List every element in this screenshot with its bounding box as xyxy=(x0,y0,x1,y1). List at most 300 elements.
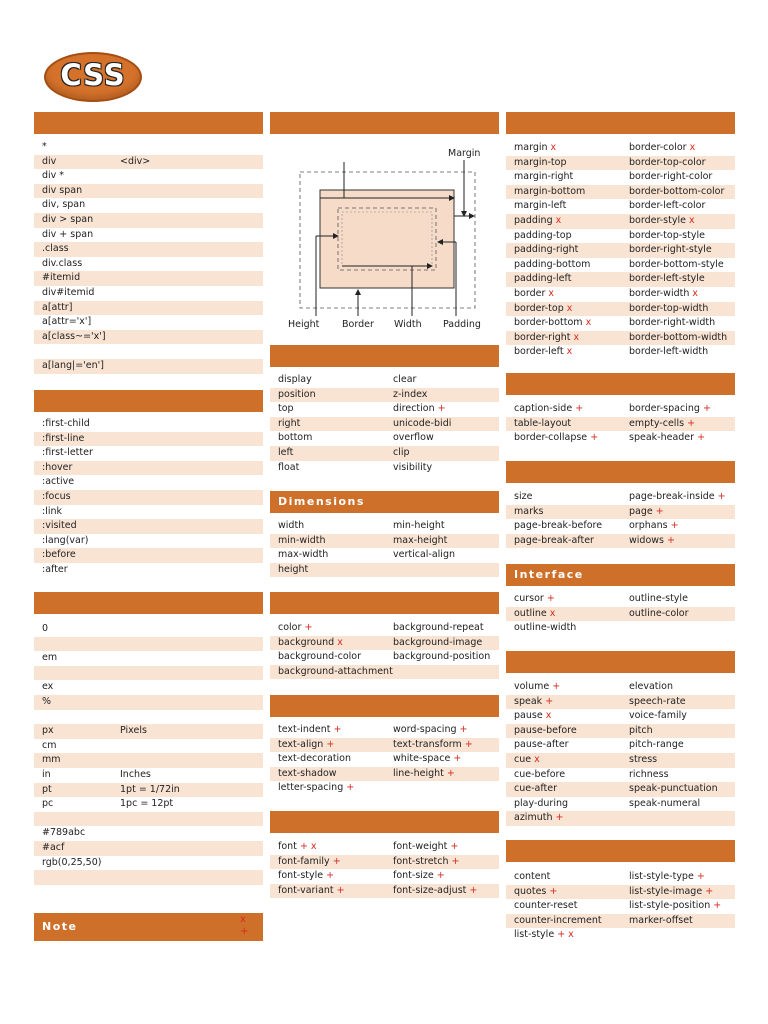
property-name xyxy=(514,171,573,182)
property-label: font-stretch xyxy=(393,855,449,867)
property-label: outline-width xyxy=(514,622,577,634)
property-label: :first-line xyxy=(42,432,85,444)
list-item xyxy=(34,856,263,871)
support-mark: x xyxy=(337,636,343,648)
support-mark: + xyxy=(450,841,459,852)
property-label: background-color xyxy=(278,651,362,663)
property-label: div xyxy=(42,155,57,167)
property-name xyxy=(514,535,594,546)
property-label: size xyxy=(514,491,533,502)
list-item xyxy=(506,680,735,695)
list-item xyxy=(506,753,735,768)
property-label: padding-bottom xyxy=(514,258,591,270)
property-value xyxy=(393,752,461,767)
property-name xyxy=(514,506,543,517)
property-value xyxy=(629,287,698,302)
box-properties-header xyxy=(506,112,735,134)
list-item xyxy=(34,637,263,652)
property-label: speak-numeral xyxy=(629,797,701,809)
property-name xyxy=(278,447,293,458)
property-label: :active xyxy=(42,476,75,488)
box-model-header xyxy=(270,112,499,134)
property-label: color xyxy=(278,622,302,633)
property-value xyxy=(629,519,679,534)
property-label: list-style-type xyxy=(629,871,694,882)
property-name xyxy=(514,725,577,736)
property-label: * xyxy=(42,141,47,152)
list-item xyxy=(34,344,263,359)
property-label: :focus xyxy=(42,490,71,502)
property-label: azimuth xyxy=(514,812,553,824)
property-name xyxy=(514,244,578,255)
property-name xyxy=(278,768,337,779)
property-label: border-color xyxy=(629,142,687,153)
property-value xyxy=(393,767,455,782)
property-label: richness xyxy=(629,768,669,780)
margin-label: Margin xyxy=(448,148,481,159)
support-mark: + xyxy=(575,403,584,414)
property-label: div, span xyxy=(42,199,86,211)
property-name xyxy=(42,784,52,795)
property-label: border-spacing xyxy=(629,403,700,414)
support-mark: + xyxy=(717,491,726,502)
list-item xyxy=(34,315,263,330)
property-value xyxy=(393,548,455,563)
property-name xyxy=(514,317,591,328)
support-mark: + xyxy=(696,871,705,882)
property-value xyxy=(120,783,180,798)
property-label: div * xyxy=(42,170,65,182)
interface-header xyxy=(506,564,735,586)
list-item xyxy=(506,170,735,185)
list-item xyxy=(34,651,263,666)
list-item xyxy=(34,680,263,695)
property-value xyxy=(629,199,705,214)
property-label: #789abc xyxy=(42,827,86,839)
list-item xyxy=(34,140,263,155)
property-label: page xyxy=(629,505,653,517)
list-item xyxy=(270,840,499,855)
property-label: border-top xyxy=(514,302,564,314)
property-label: border-left-color xyxy=(629,200,706,212)
property-name xyxy=(514,157,567,168)
property-value xyxy=(629,490,726,505)
property-name xyxy=(514,593,555,604)
property-label: content xyxy=(514,871,551,882)
list-item xyxy=(506,199,735,214)
table-header xyxy=(506,373,735,395)
property-name xyxy=(514,696,553,707)
list-item xyxy=(506,402,735,417)
interface-title: Interface xyxy=(514,568,584,581)
list-item xyxy=(270,884,499,899)
property-name xyxy=(278,885,345,896)
property-name xyxy=(278,564,308,575)
list-item xyxy=(34,739,263,754)
note-marks xyxy=(240,914,248,938)
support-mark: + xyxy=(702,403,711,414)
property-value xyxy=(629,797,700,812)
property-value xyxy=(393,869,445,884)
property-label: margin-bottom xyxy=(514,185,586,197)
dimensions-list xyxy=(270,519,499,577)
property-label: counter-increment xyxy=(514,914,602,926)
support-mark: + xyxy=(332,855,341,867)
property-name xyxy=(514,520,602,531)
property-label: marker-offset xyxy=(629,914,693,926)
property-name xyxy=(514,346,572,357)
list-item xyxy=(270,373,499,388)
property-label: :link xyxy=(42,505,63,517)
list-item xyxy=(506,899,735,914)
property-name xyxy=(42,696,51,707)
list-item xyxy=(270,621,499,636)
property-name xyxy=(42,549,76,560)
list-item xyxy=(270,388,499,403)
list-item xyxy=(506,156,735,171)
property-value xyxy=(393,446,410,461)
property-name xyxy=(514,303,572,314)
list-item xyxy=(270,781,499,796)
list-item xyxy=(34,169,263,184)
property-name xyxy=(42,302,72,313)
property-name xyxy=(278,651,361,662)
property-value xyxy=(629,345,708,360)
property-label: border-right-width xyxy=(629,317,716,329)
list-item xyxy=(34,534,263,549)
property-label: div#itemid xyxy=(42,286,95,298)
list-item xyxy=(270,767,499,782)
property-value xyxy=(629,724,653,739)
property-value xyxy=(629,534,675,549)
property-label: #itemid xyxy=(42,272,81,284)
support-mark: + xyxy=(453,753,462,765)
support-mark: x xyxy=(692,287,699,299)
property-label: font-variant xyxy=(278,884,334,896)
property-label: :after xyxy=(42,563,68,575)
property-name xyxy=(514,215,561,226)
property-label: clip xyxy=(393,446,410,458)
list-item xyxy=(34,841,263,856)
property-label: border-left xyxy=(514,346,564,358)
property-label: ex xyxy=(42,681,54,693)
property-name xyxy=(42,156,56,167)
property-label: display xyxy=(278,374,312,385)
color-background-list xyxy=(270,621,499,679)
property-value xyxy=(393,621,484,636)
list-item xyxy=(270,752,499,767)
property-label: line-height xyxy=(393,767,444,779)
property-label: stress xyxy=(629,753,658,765)
property-name xyxy=(278,870,334,881)
property-name xyxy=(514,186,585,197)
property-name xyxy=(514,681,560,692)
property-value xyxy=(629,753,657,768)
property-name xyxy=(42,243,69,254)
list-item xyxy=(506,709,735,724)
property-value xyxy=(629,170,712,185)
property-label: letter-spacing xyxy=(278,782,344,794)
property-label: border-right-style xyxy=(629,244,712,256)
list-item xyxy=(506,885,735,900)
property-name xyxy=(42,754,61,765)
property-value xyxy=(393,519,445,534)
list-item xyxy=(506,505,735,520)
paged-list xyxy=(506,490,735,548)
property-name xyxy=(42,214,93,225)
property-label: margin-left xyxy=(514,200,567,212)
list-item xyxy=(506,607,735,622)
property-name xyxy=(278,724,341,735)
property-name xyxy=(42,287,94,298)
property-label: border-top-color xyxy=(629,156,706,168)
property-label: :before xyxy=(42,549,76,561)
border-box xyxy=(320,190,454,288)
height-label: Height xyxy=(288,319,320,330)
property-name xyxy=(42,535,88,546)
support-mark: + xyxy=(346,782,355,794)
text-header xyxy=(270,695,499,717)
list-item xyxy=(270,738,499,753)
list-item xyxy=(34,490,263,505)
color-background-header xyxy=(270,592,499,614)
list-item xyxy=(34,622,263,637)
list-item xyxy=(506,287,735,302)
support-mark: + xyxy=(697,432,706,444)
property-label: speech-rate xyxy=(629,695,686,707)
list-item xyxy=(270,723,499,738)
property-label: direction xyxy=(393,403,435,415)
property-name xyxy=(278,403,294,414)
support-mark: x xyxy=(548,287,555,299)
property-label: height xyxy=(278,563,309,575)
list-item xyxy=(506,914,735,929)
property-name xyxy=(514,200,566,211)
property-value xyxy=(629,709,687,724)
property-label: div span xyxy=(42,184,83,196)
note-plus-mark: + xyxy=(240,926,249,937)
property-label: margin-top xyxy=(514,156,567,168)
property-label: table-layout xyxy=(514,417,572,429)
property-name xyxy=(514,288,554,299)
property-name xyxy=(42,652,57,663)
property-name xyxy=(514,230,572,241)
support-mark: x xyxy=(566,346,573,358)
property-name xyxy=(278,432,312,443)
property-value xyxy=(393,723,468,738)
property-name xyxy=(42,769,51,780)
property-label: :first-child xyxy=(42,418,90,429)
property-label: background-image xyxy=(393,636,483,648)
list-item xyxy=(506,316,735,331)
property-name xyxy=(42,725,54,736)
support-mark: + xyxy=(459,724,468,735)
support-mark: + xyxy=(705,885,714,897)
table-list xyxy=(506,402,735,446)
property-name xyxy=(42,520,77,531)
property-value xyxy=(629,302,708,317)
dimensions-title: Dimensions xyxy=(278,495,365,508)
logo-text: CSS xyxy=(60,58,126,92)
list-item xyxy=(506,431,735,446)
property-name xyxy=(278,841,317,852)
property-label: min-width xyxy=(278,534,326,546)
list-item xyxy=(270,534,499,549)
property-label: min-height xyxy=(393,520,445,531)
property-label: list-style-position xyxy=(629,900,711,912)
list-item xyxy=(34,417,263,432)
interface-list xyxy=(506,592,735,636)
property-value xyxy=(629,243,712,258)
property-label: caption-side xyxy=(514,403,573,414)
property-label: empty-cells xyxy=(629,417,685,429)
support-mark: + xyxy=(436,870,445,882)
list-item xyxy=(270,417,499,432)
property-value xyxy=(629,431,705,446)
property-name xyxy=(514,710,551,721)
css-logo xyxy=(44,52,142,102)
list-item xyxy=(506,621,735,636)
property-name xyxy=(278,739,334,750)
support-mark: x xyxy=(549,607,556,619)
property-label: page-break-inside xyxy=(629,491,715,502)
list-item xyxy=(506,592,735,607)
property-label: pause-after xyxy=(514,739,569,751)
property-label: a[attr] xyxy=(42,301,73,313)
generated-header xyxy=(506,840,735,862)
property-label: border-top-width xyxy=(629,302,709,314)
property-label: border-left-style xyxy=(629,273,705,285)
property-label: outline-color xyxy=(629,607,689,619)
property-name xyxy=(42,447,93,458)
property-value xyxy=(629,229,705,244)
property-label: mm xyxy=(42,754,61,766)
property-label: background-repeat xyxy=(393,622,484,633)
property-label: cm xyxy=(42,739,57,751)
list-item xyxy=(270,869,499,884)
support-mark: + x xyxy=(299,841,317,852)
property-label: voice-family xyxy=(629,710,687,722)
property-label: px xyxy=(42,725,54,737)
property-label: page-break-before xyxy=(514,520,603,532)
list-item xyxy=(34,301,263,316)
list-item xyxy=(34,184,263,199)
support-mark: + xyxy=(451,855,460,867)
property-label: cue-after xyxy=(514,783,557,795)
property-label: a[class~='x'] xyxy=(42,330,106,342)
property-name xyxy=(278,462,299,473)
property-value xyxy=(629,185,724,200)
property-label: border-style xyxy=(629,214,686,226)
list-item xyxy=(506,811,735,826)
support-mark: + xyxy=(336,884,345,896)
property-label: :hover xyxy=(42,461,73,473)
property-name xyxy=(278,782,354,793)
property-value xyxy=(393,417,451,432)
property-label: width xyxy=(278,520,305,531)
support-mark: x xyxy=(545,710,552,722)
list-item xyxy=(506,214,735,229)
list-item xyxy=(34,753,263,768)
property-label: play-during xyxy=(514,797,569,809)
property-name xyxy=(514,754,540,765)
property-label: border-bottom xyxy=(514,317,583,329)
property-value xyxy=(629,782,718,797)
property-name xyxy=(514,332,579,343)
property-value xyxy=(629,768,669,783)
property-name xyxy=(42,491,71,502)
list-item xyxy=(506,695,735,710)
property-name xyxy=(514,622,576,633)
property-name xyxy=(42,623,48,634)
font-list xyxy=(270,840,499,898)
list-item xyxy=(270,431,499,446)
list-item xyxy=(506,331,735,346)
property-value xyxy=(393,388,427,403)
property-label: text-shadow xyxy=(278,767,337,779)
property-label: background xyxy=(278,636,335,648)
list-item xyxy=(506,870,735,885)
property-label: background-attachment xyxy=(278,665,393,677)
aural-list xyxy=(506,680,735,826)
list-item xyxy=(506,258,735,273)
property-label: 0 xyxy=(42,623,49,634)
property-label: border xyxy=(514,287,546,299)
property-name xyxy=(42,360,104,371)
property-label: padding-top xyxy=(514,229,572,241)
property-label: top xyxy=(278,403,294,415)
support-mark: + xyxy=(713,900,722,912)
property-label: 1pt = 1/72in xyxy=(120,783,180,795)
property-name xyxy=(514,739,569,750)
property-label: font-family xyxy=(278,855,330,867)
support-mark: + xyxy=(590,432,599,444)
paged-header xyxy=(506,461,735,483)
property-label: pause-before xyxy=(514,724,577,736)
property-value xyxy=(393,461,432,476)
property-value xyxy=(629,592,688,607)
property-name xyxy=(42,418,90,429)
property-value xyxy=(393,855,460,870)
units-header xyxy=(34,592,263,614)
property-name xyxy=(278,549,328,560)
property-name xyxy=(278,637,343,648)
list-item xyxy=(506,768,735,783)
selectors-header xyxy=(34,112,263,134)
property-label: vertical-align xyxy=(393,549,456,561)
property-value xyxy=(120,724,147,739)
property-value xyxy=(629,899,721,914)
support-mark: x xyxy=(550,142,557,153)
note-header xyxy=(34,913,263,941)
property-name xyxy=(42,857,101,868)
property-name xyxy=(42,185,82,196)
property-value xyxy=(629,885,713,900)
property-label: pc xyxy=(42,798,54,810)
property-label: background-position xyxy=(393,651,491,663)
support-mark: x xyxy=(585,317,592,329)
support-mark: x xyxy=(555,214,562,226)
support-mark: + xyxy=(655,505,664,517)
note-x-mark: x xyxy=(240,914,246,925)
property-name xyxy=(514,608,555,619)
property-label: :first-letter xyxy=(42,447,93,459)
property-label: in xyxy=(42,768,51,780)
property-label: border-left-width xyxy=(629,346,709,358)
property-label: :lang(var) xyxy=(42,534,89,546)
property-label: :visited xyxy=(42,520,77,532)
property-name xyxy=(42,842,64,853)
